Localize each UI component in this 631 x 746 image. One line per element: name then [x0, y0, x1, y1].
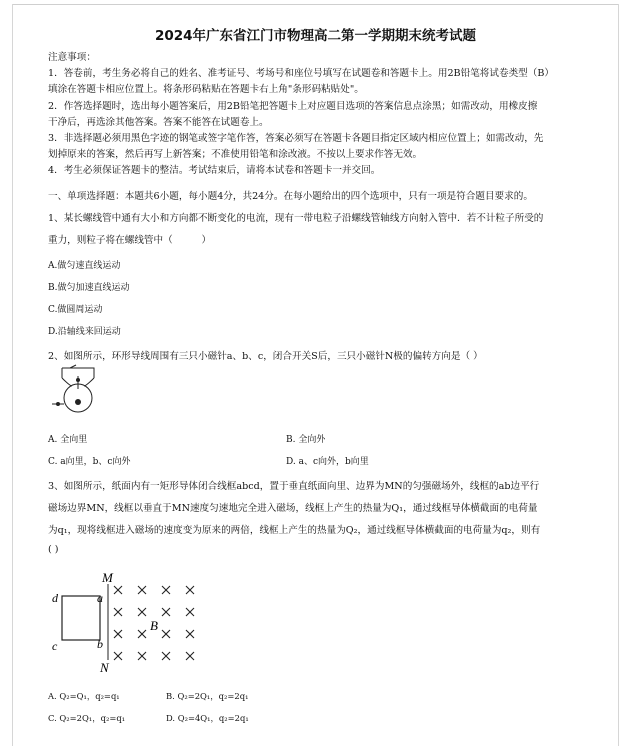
- q1-option-c: C.做圆周运动: [48, 305, 103, 315]
- field-cross-icon: [138, 630, 146, 638]
- field-cross-icon: [114, 586, 122, 594]
- q3-figure: [46, 568, 206, 680]
- q1-stem: 重力，则粒子将在螺线管中（ ）: [48, 235, 212, 246]
- notes-section: [48, 50, 588, 180]
- field-cross-icon: [186, 608, 194, 616]
- q3-option-c: C. Q₂=2Q₁，q₂=q₁: [48, 713, 126, 723]
- field-cross-icon: [114, 608, 122, 616]
- field-cross-icon: [114, 652, 122, 660]
- q3-stem: 3、如图所示，纸面内有一矩形导体闭合线框abcd，置于垂直纸面向里、边界为MN的匀强磁场外，线框的ab边平行: [48, 481, 540, 492]
- q3-stem: ( ): [48, 544, 59, 555]
- q3-option-b: B. Q₂=2Q₁，q₂=2q₁: [166, 691, 249, 701]
- label-c: c: [52, 639, 58, 653]
- label-n: N: [100, 660, 109, 675]
- field-cross-icon: [162, 586, 170, 594]
- field-cross-icon: [138, 586, 146, 594]
- frame-abcd: [62, 596, 100, 640]
- q1-stem: 1、某长螺线管中通有大小和方向都不断变化的电流，现有一带电粒子沿螺线管轴线方向射入管中．若不计粒子所受的: [48, 213, 544, 224]
- note-line: 2．作答选择题时，选出每小题答案后，用2B铅笔把答题卡上对应题目选项的答案信息点涂黑；如需改动，用橡皮擦: [48, 100, 538, 112]
- field-cross-icon: [186, 630, 194, 638]
- page-border-top: [12, 4, 619, 5]
- note-line: 4．考生必须保证答题卡的整洁。考试结束后，请将本试卷和答题卡一并交回。: [48, 165, 381, 177]
- label-b: b: [97, 637, 103, 651]
- notes-heading: 注意事项：: [48, 52, 96, 63]
- q1-option-d: D.沿轴线来回运动: [48, 327, 121, 337]
- magnet-icon: [76, 378, 80, 382]
- q3-stem: 磁场边界MN，线框以垂直于MN速度匀速地完全进入磁场，线框上产生的热量为Q₁，通过线框导体横截面的电荷量: [48, 503, 538, 514]
- section-heading: 一、单项选择题：本题共6小题，每小题4分，共24分。在每小题给出的四个选项中，只有一项是符合题目要求的。: [48, 191, 533, 202]
- label-b-field: B: [150, 618, 158, 633]
- label-d: d: [52, 591, 58, 605]
- note-line: 1．答卷前，考生务必将自己的姓名、准考证号、考场号和座位号填写在试题卷和答题卡上。用2B铅笔将试卷类型（B）: [48, 68, 554, 80]
- note-line: 划掉原来的答案，然后再写上新答案；不准使用铅笔和涂改液。不按以上要求作答无效。: [48, 149, 423, 161]
- field-cross-icon: [162, 608, 170, 616]
- note-line: 干净后，再选涂其他答案。答案不能答在试题卷上。: [48, 116, 269, 128]
- q2-option-c: C. a向里，b、c向外: [48, 457, 131, 467]
- field-cross-icon: [162, 652, 170, 660]
- q2-figure: [50, 364, 106, 420]
- page-border-right: [618, 4, 619, 746]
- note-line: 填涂在答题卡相应位置上。将条形码粘贴在答题卡右上角"条形码粘贴处"。: [48, 84, 364, 96]
- field-cross-icon: [138, 652, 146, 660]
- label-a: a: [97, 591, 103, 605]
- note-line: 3．非选择题必须用黑色字迹的钢笔或签字笔作答，答案必须写在答题卡各题目指定区域内相应位置上；如需改动，先: [48, 133, 544, 145]
- q2-option-a: A. 全向里: [48, 435, 88, 445]
- q2-option-d: D. a、c向外，b向里: [286, 457, 369, 467]
- q2-stem: 2、如图所示，环形导线周围有三只小磁针a、b、c，闭合开关S后，三只小磁针N极的偏转方向是（ ）: [48, 351, 483, 362]
- q3-option-d: D. Q₂=4Q₁，q₂=2q₁: [166, 713, 249, 723]
- q1-option-a: A.做匀速直线运动: [48, 261, 121, 271]
- field-cross-icon: [114, 630, 122, 638]
- q3-option-a: A. Q₂=Q₁，q₂=q₁: [48, 691, 120, 701]
- page-border-left: [12, 4, 13, 746]
- label-m: M: [102, 570, 113, 585]
- field-cross-icon: [186, 586, 194, 594]
- field-cross-icon: [138, 608, 146, 616]
- magnet-icon: [75, 399, 81, 405]
- q2-option-b: B. 全向外: [286, 435, 326, 445]
- page-title: 2024年广东省江门市物理高二第一学期期末统考试题: [154, 28, 477, 44]
- q3-stem: 为q₁，现将线框进入磁场的速度变为原来的两倍，线框上产生的热量为Q₂，通过线框导体横截面的电荷量为q₂，则有: [48, 525, 541, 536]
- field-cross-icon: [186, 652, 194, 660]
- field-cross-icon: [162, 630, 170, 638]
- q1-option-b: B.做匀加速直线运动: [48, 283, 130, 293]
